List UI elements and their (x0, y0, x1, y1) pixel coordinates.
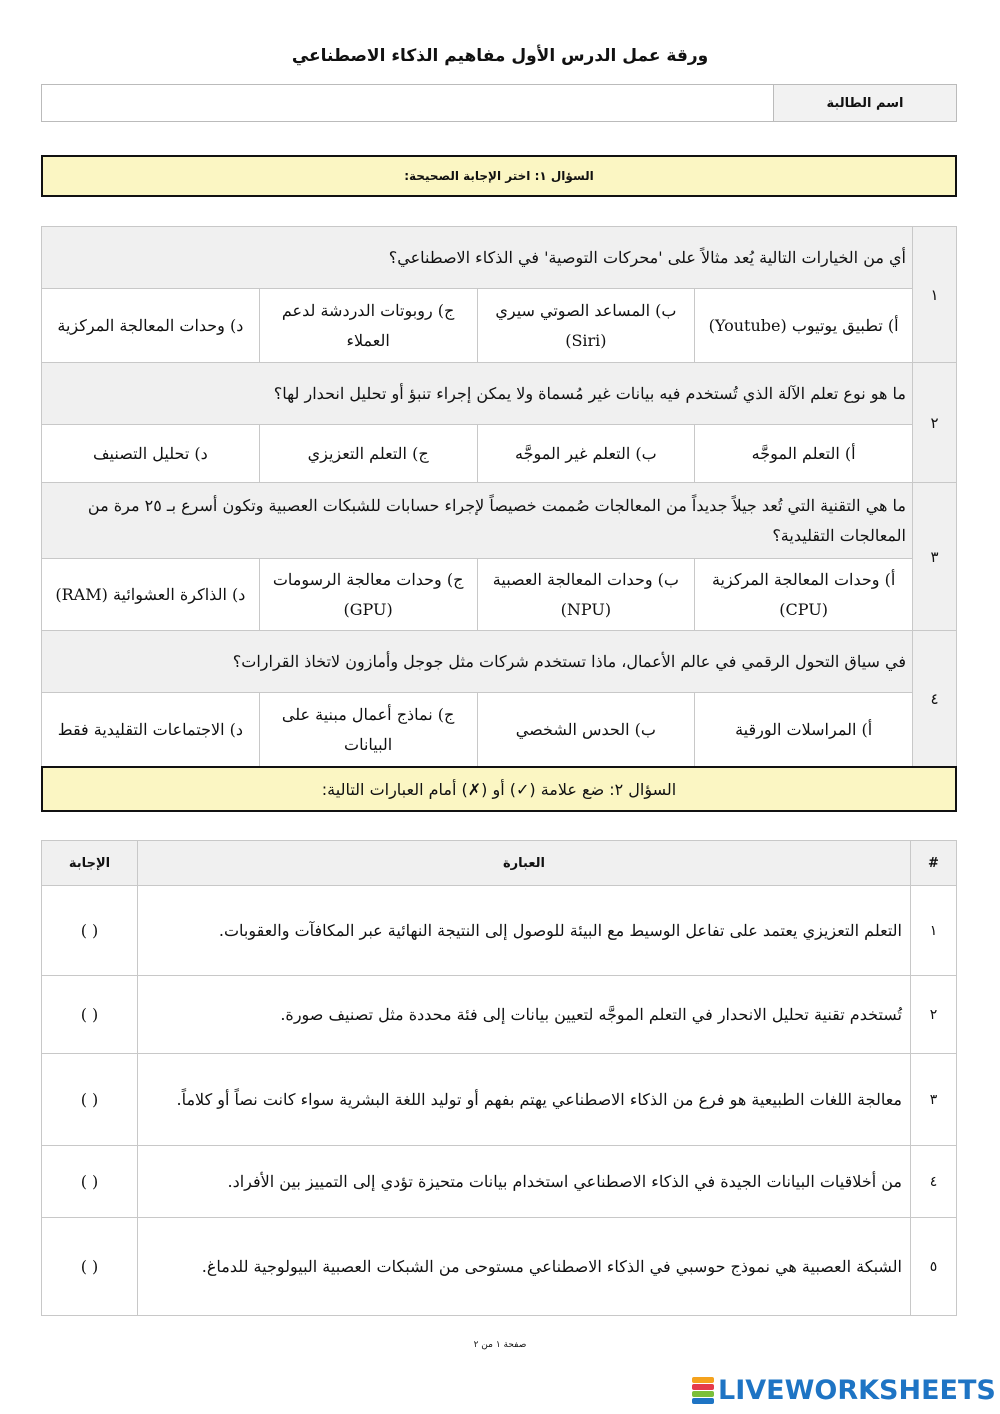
liveworksheets-icon (692, 1377, 714, 1403)
statement-number: ١ (911, 886, 957, 976)
page-footer: صفحة ١ من ٢ (473, 1340, 527, 1350)
mcq-option-b[interactable]: ب) الحدس الشخصي (477, 693, 695, 767)
table-row (42, 976, 957, 1054)
mcq-question-text: ما هو نوع تعلم الآلة الذي تُستخدم فيه بيانات غير مُسماة ولا يمكن إجراء تنبؤ أو تحليل انحدار لها؟ (42, 363, 913, 425)
liveworksheets-wordmark: LIVEWORKSHEETS (718, 1374, 996, 1406)
mcq-option-a[interactable]: أ) وحدات المعالجة المركزية (CPU) (695, 559, 913, 631)
table-row (42, 1218, 957, 1316)
mcq-question-row (42, 227, 957, 289)
mcq-number: ٢ (913, 363, 957, 483)
statement-number: ٢ (911, 976, 957, 1054)
answer-box[interactable]: ( ) (42, 1218, 138, 1316)
answer-box[interactable]: ( ) (42, 886, 138, 976)
table-row (42, 1054, 957, 1146)
question-2-header: السؤال ٢: ضع علامة (✓) أو (✗) أمام العبارات التالية: (41, 766, 957, 812)
statement-text: تُستخدم تقنية تحليل الانحدار في التعلم الموجَّه لتعيين بيانات إلى فئة محددة مثل تصنيف صورة. (138, 976, 911, 1054)
mcq-option-c[interactable]: ج) نماذج أعمال مبنية على البيانات (259, 693, 477, 767)
mcq-number: ٣ (913, 483, 957, 631)
mcq-options-row (42, 693, 957, 767)
header-number: # (911, 841, 957, 886)
mcq-options-row (42, 559, 957, 631)
liveworksheets-logo (692, 1374, 996, 1406)
mcq-option-b[interactable]: ب) المساعد الصوتي سيري (Siri) (477, 289, 695, 363)
true-false-table (41, 840, 957, 1316)
mcq-option-d[interactable]: د) الذاكرة العشوائية (RAM) (42, 559, 260, 631)
student-name-label: اسم الطالبة (773, 85, 956, 121)
statement-text: التعلم التعزيزي يعتمد على تفاعل الوسيط مع البيئة للوصول إلى النتيجة النهائية عبر المكافآت والعقوبات. (138, 886, 911, 976)
mcq-number: ١ (913, 227, 957, 363)
statement-text: الشبكة العصبية هي نموذج حوسبي في الذكاء الاصطناعي مستوحى من الشبكات العصبية البيولوجية للدماغ. (138, 1218, 911, 1316)
mcq-option-b[interactable]: ب) وحدات المعالجة العصبية (NPU) (477, 559, 695, 631)
answer-box[interactable]: ( ) (42, 1054, 138, 1146)
mcq-option-b[interactable]: ب) التعلم غير الموجَّه (477, 425, 695, 483)
mcq-option-d[interactable]: د) تحليل التصنيف (42, 425, 260, 483)
mcq-options-row (42, 289, 957, 363)
mcq-question-row (42, 483, 957, 559)
statement-number: ٤ (911, 1146, 957, 1218)
mcq-question-text: في سياق التحول الرقمي في عالم الأعمال، ماذا تستخدم شركات مثل جوجل وأمازون لاتخاذ القرارات؟ (42, 631, 913, 693)
mcq-option-a[interactable]: أ) تطبيق يوتيوب (Youtube) (695, 289, 913, 363)
answer-box[interactable]: ( ) (42, 976, 138, 1054)
header-statement: العبارة (138, 841, 911, 886)
mcq-question-row (42, 631, 957, 693)
table-row (42, 886, 957, 976)
question-1-header: السؤال ١: اختر الإجابة الصحيحة: (41, 155, 957, 197)
mcq-question-text: أي من الخيارات التالية يُعد مثالاً على 'محركات التوصية' في الذكاء الاصطناعي؟ (42, 227, 913, 289)
mcq-options-row (42, 425, 957, 483)
mcq-option-c[interactable]: ج) التعلم التعزيزي (259, 425, 477, 483)
mcq-option-d[interactable]: د) وحدات المعالجة المركزية (42, 289, 260, 363)
mcq-question-text: ما هي التقنية التي تُعد جيلاً جديداً من المعالجات صُممت خصيصاً لإجراء حسابات للشبكات العصبية وتكون أسرع بـ ٢٥ مرة من المعالجات التقليدية؟ (42, 483, 913, 559)
mcq-option-c[interactable]: ج) روبوتات الدردشة لدعم العملاء (259, 289, 477, 363)
answer-box[interactable]: ( ) (42, 1146, 138, 1218)
mcq-option-c[interactable]: ج) وحدات معالجة الرسومات (GPU) (259, 559, 477, 631)
mcq-option-a[interactable]: أ) التعلم الموجَّه (695, 425, 913, 483)
page-title: ورقة عمل الدرس الأول مفاهيم الذكاء الاصطناعي (291, 46, 709, 66)
table-row (42, 1146, 957, 1218)
student-name-field[interactable] (42, 85, 773, 121)
mcq-question-row (42, 363, 957, 425)
statement-number: ٣ (911, 1054, 957, 1146)
header-answer: الإجابة (42, 841, 138, 886)
mcq-option-d[interactable]: د) الاجتماعات التقليدية فقط (42, 693, 260, 767)
statement-number: ٥ (911, 1218, 957, 1316)
mcq-table (41, 226, 957, 767)
mcq-number: ٤ (913, 631, 957, 767)
statement-text: من أخلاقيات البيانات الجيدة في الذكاء الاصطناعي استخدام بيانات متحيزة تؤدي إلى التمييز بين الأفراد. (138, 1146, 911, 1218)
mcq-option-a[interactable]: أ) المراسلات الورقية (695, 693, 913, 767)
student-name-row (41, 84, 957, 122)
statement-text: معالجة اللغات الطبيعية هو فرع من الذكاء الاصطناعي يهتم بفهم أو توليد اللغة البشرية سواء كانت نصاً أو كلاماً. (138, 1054, 911, 1146)
table-header-row (42, 841, 957, 886)
